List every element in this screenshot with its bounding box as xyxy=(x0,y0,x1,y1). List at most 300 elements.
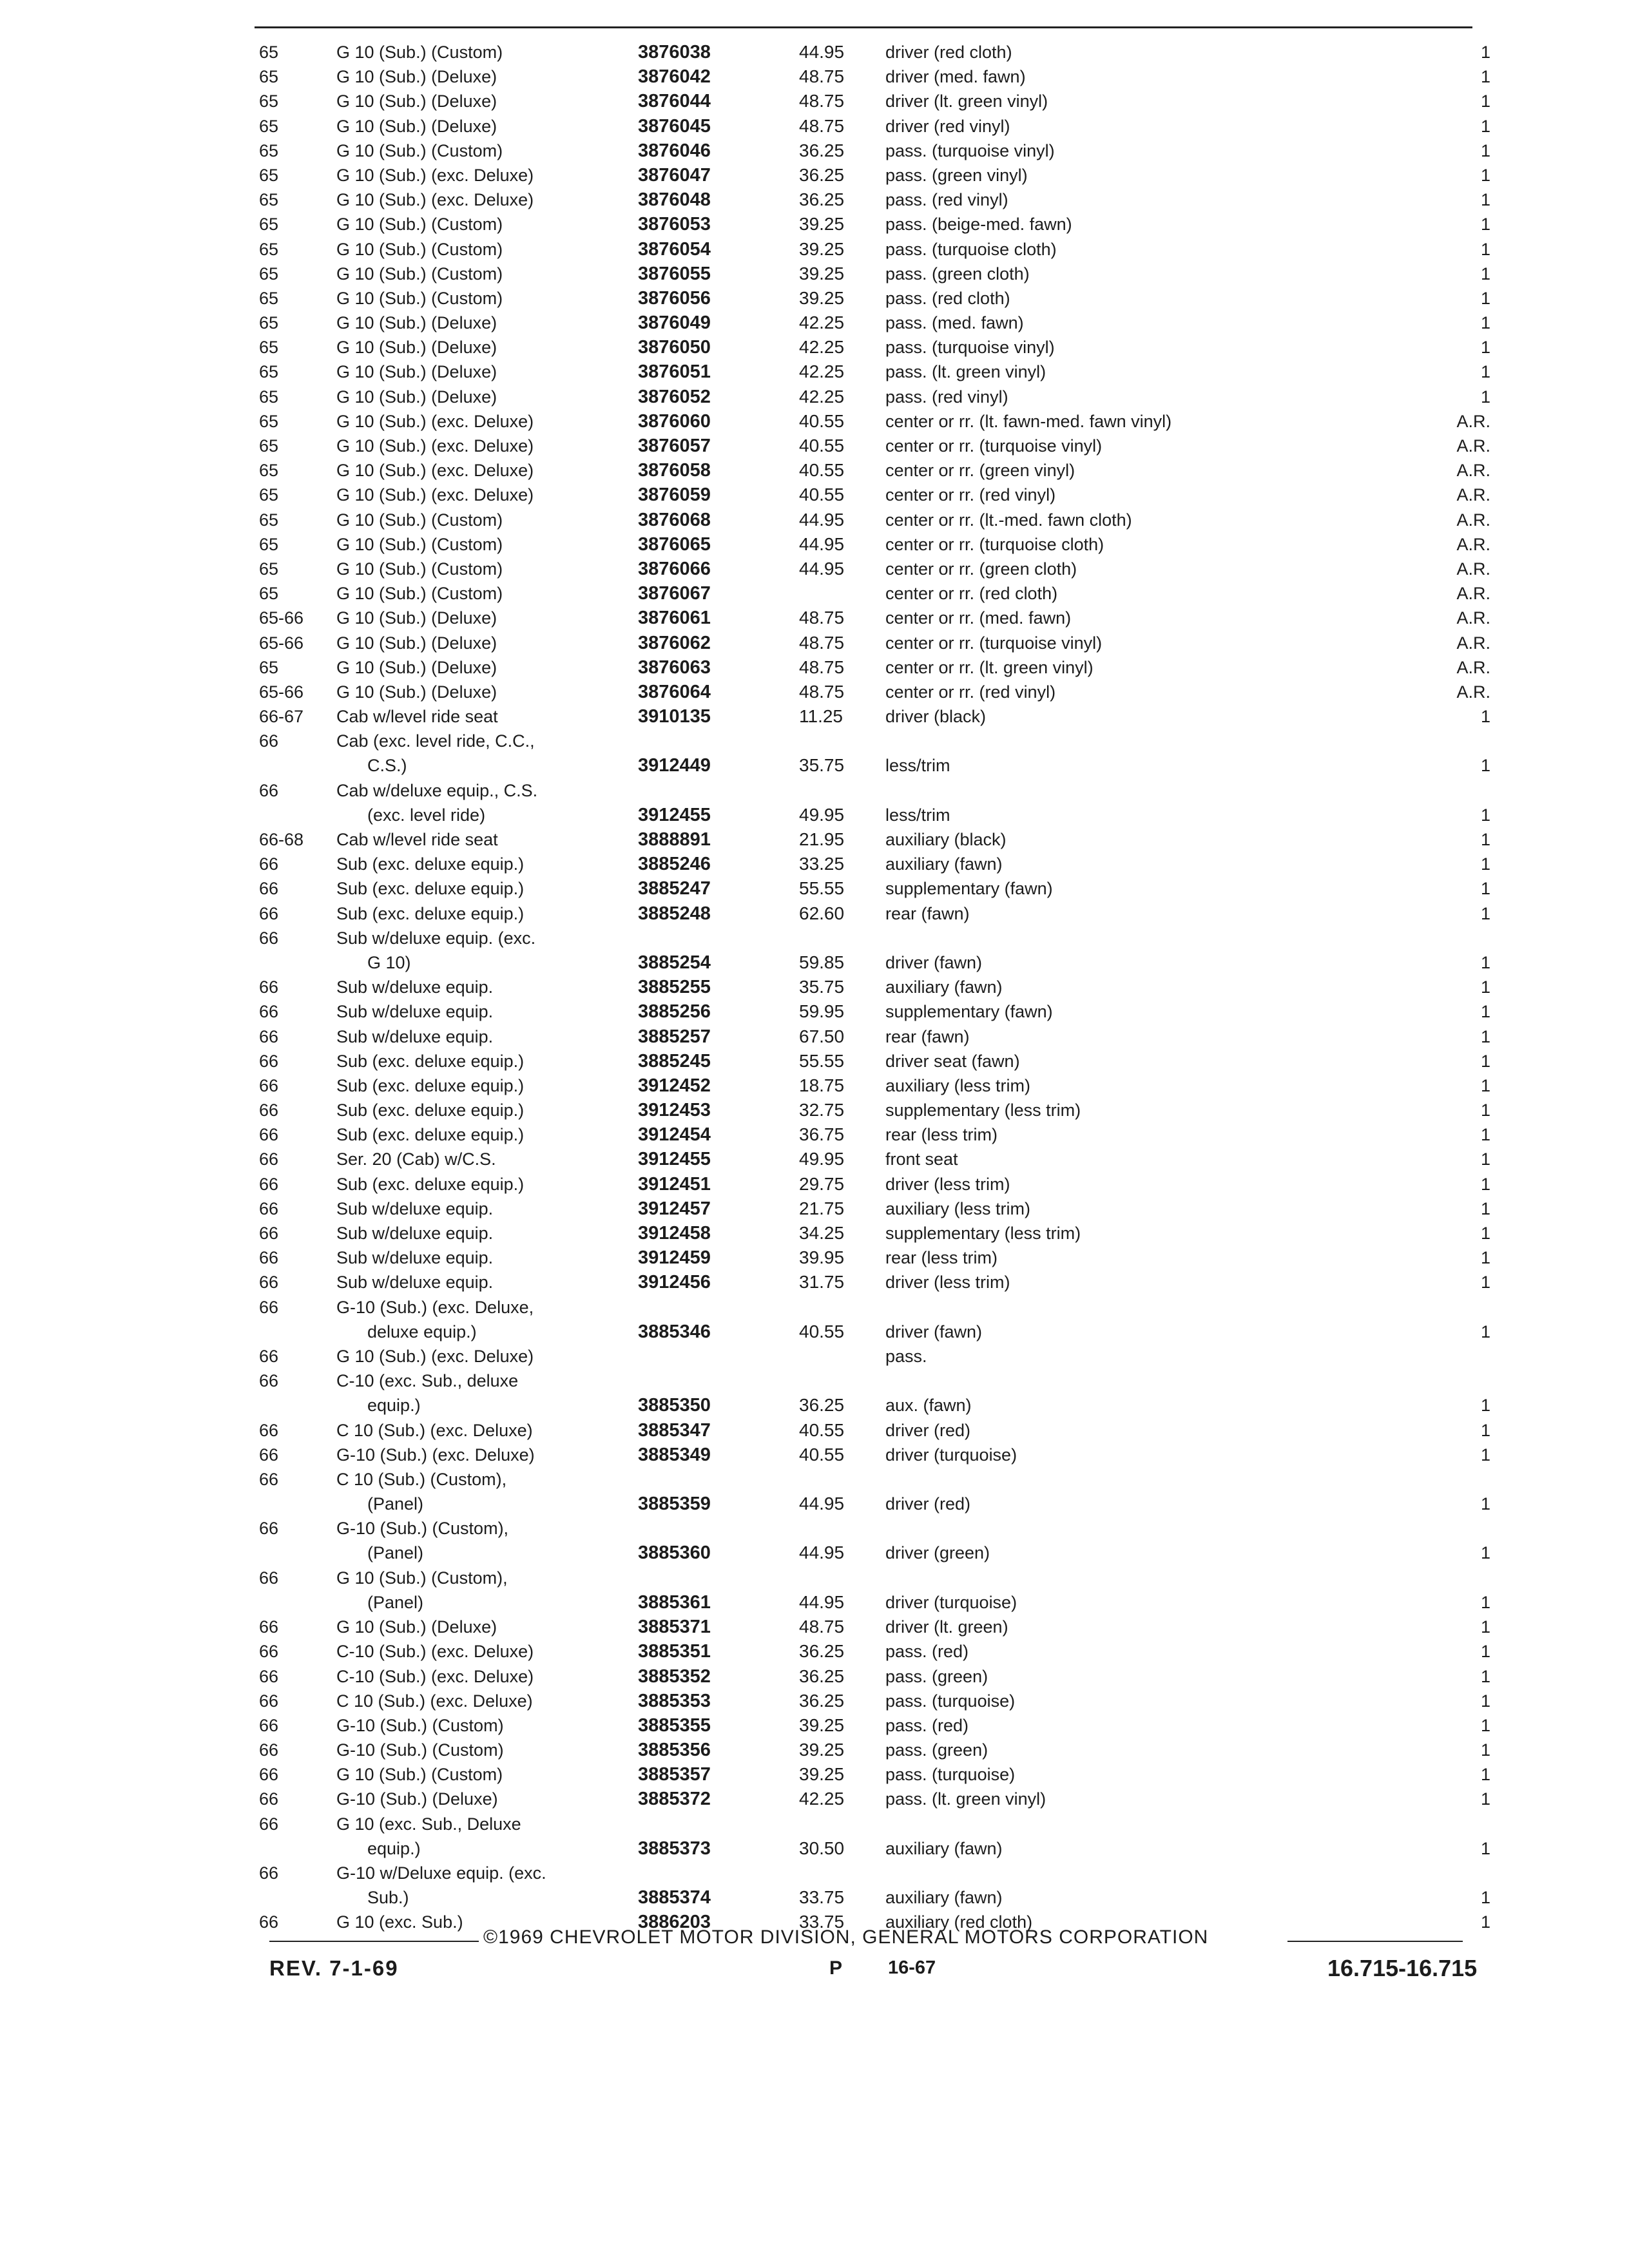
part-number: 3912451 xyxy=(638,1173,711,1195)
part-description: center or rr. (med. fawn) xyxy=(885,608,1072,628)
table-row xyxy=(0,999,1629,1024)
part-number: 3912455 xyxy=(638,1149,711,1170)
table-row xyxy=(0,1172,1629,1196)
model-description: G-10 (Sub.) (Custom) xyxy=(336,1715,504,1735)
model-description: Sub w/deluxe equip. (exc. xyxy=(336,928,536,948)
model-year: 65 xyxy=(259,461,279,481)
model-year: 66 xyxy=(259,1125,279,1145)
quantity: 1 xyxy=(1480,805,1490,825)
quantity: A.R. xyxy=(1456,485,1490,505)
part-number: 3885359 xyxy=(638,1493,711,1514)
model-description: G 10 (Sub.) (Deluxe) xyxy=(336,633,497,653)
list-price: 44.95 xyxy=(799,1542,845,1563)
part-number: 3885246 xyxy=(638,854,711,875)
part-description: auxiliary (black) xyxy=(885,830,1007,850)
list-price: 48.75 xyxy=(799,1617,845,1637)
part-number: 3885248 xyxy=(638,903,711,924)
table-row xyxy=(0,975,1629,999)
part-number: 3876051 xyxy=(638,361,711,383)
part-number: 3876045 xyxy=(638,115,711,137)
model-year: 66 xyxy=(259,1863,279,1883)
list-price: 48.75 xyxy=(799,681,845,702)
list-price: 40.55 xyxy=(799,1419,845,1440)
part-description: center or rr. (red vinyl) xyxy=(885,682,1056,702)
list-price: 59.95 xyxy=(799,1001,845,1022)
model-year: 66 xyxy=(259,1075,279,1095)
footer-rule-right xyxy=(1287,1941,1463,1942)
model-year: 65 xyxy=(259,43,279,62)
part-description: pass. (turquoise cloth) xyxy=(885,239,1057,259)
part-description: pass. (red) xyxy=(885,1715,969,1735)
model-year: 66 xyxy=(259,1912,279,1932)
model-description: G 10 (Sub.) (Deluxe) xyxy=(336,116,497,136)
page-letter: P xyxy=(829,1957,843,1979)
part-number: 3885360 xyxy=(638,1542,711,1564)
model-year: 66 xyxy=(259,1051,279,1071)
model-year: 65 xyxy=(259,313,279,333)
quantity: 1 xyxy=(1480,1075,1490,1095)
model-description: G-10 (Sub.) (Custom), xyxy=(336,1519,509,1539)
model-description: Ser. 20 (Cab) w/C.S. xyxy=(336,1149,496,1169)
part-description: pass. (green) xyxy=(885,1740,988,1760)
model-year: 66 xyxy=(259,854,279,874)
model-description: G 10 (Sub.) (Custom) xyxy=(336,43,503,62)
table-row xyxy=(0,139,1629,163)
quantity: 1 xyxy=(1480,1789,1490,1809)
part-number: 3910135 xyxy=(638,706,711,727)
part-description: supplementary (fawn) xyxy=(885,1002,1053,1022)
table-row xyxy=(0,1443,1629,1467)
table-row xyxy=(0,1467,1629,1516)
model-description: Sub (exc. deluxe equip.) xyxy=(336,903,525,923)
part-description: center or rr. (lt. fawn-med. fawn vinyl) xyxy=(885,411,1172,431)
quantity: 1 xyxy=(1480,91,1490,111)
model-year: 66 xyxy=(259,1347,279,1366)
list-price: 42.25 xyxy=(799,312,845,333)
list-price: 42.25 xyxy=(799,337,845,358)
quantity: A.R. xyxy=(1456,461,1490,481)
model-description: C 10 (Sub.) (Custom), xyxy=(336,1469,507,1489)
table-row xyxy=(0,1762,1629,1787)
quantity: 1 xyxy=(1480,756,1490,776)
list-price: 39.95 xyxy=(799,1247,845,1268)
list-price: 62.60 xyxy=(799,903,845,923)
table-row xyxy=(0,1196,1629,1221)
part-number: 3885255 xyxy=(638,977,711,998)
model-description: G 10 (Sub.) (Custom) xyxy=(336,288,503,308)
list-price: 44.95 xyxy=(799,1493,845,1514)
part-description: driver (red vinyl) xyxy=(885,116,1010,136)
quantity: 1 xyxy=(1480,1051,1490,1071)
quantity: 1 xyxy=(1480,387,1490,407)
table-row xyxy=(0,729,1629,778)
quantity: 1 xyxy=(1480,288,1490,308)
model-description: G 10 (Sub.) (exc. Deluxe) xyxy=(336,165,534,185)
list-price: 48.75 xyxy=(799,657,845,677)
list-price: 36.25 xyxy=(799,1395,845,1416)
model-description-continued: (Panel) xyxy=(367,1592,424,1612)
part-description: auxiliary (less trim) xyxy=(885,1075,1031,1095)
table-row xyxy=(0,458,1629,483)
part-description: pass. (green cloth) xyxy=(885,264,1030,284)
model-year: 66 xyxy=(259,1617,279,1637)
list-price: 39.25 xyxy=(799,1764,845,1785)
model-description: Sub (exc. deluxe equip.) xyxy=(336,854,525,874)
model-description: G 10 (Sub.) (Custom) xyxy=(336,584,503,604)
model-description: G 10 (Sub.) (Custom) xyxy=(336,140,503,160)
table-row xyxy=(0,1566,1629,1615)
model-description: G 10 (exc. Sub.) xyxy=(336,1912,463,1932)
table-row xyxy=(0,1369,1629,1418)
list-price: 11.25 xyxy=(799,706,843,727)
model-year: 66 xyxy=(259,879,279,899)
quantity: 1 xyxy=(1480,1543,1490,1563)
quantity: 1 xyxy=(1480,854,1490,874)
part-description: driver (green) xyxy=(885,1543,990,1563)
part-number: 3876048 xyxy=(638,189,711,211)
list-price: 44.95 xyxy=(799,558,845,579)
model-year: 65-66 xyxy=(259,682,304,702)
table-row xyxy=(0,508,1629,532)
model-description: G 10 (Sub.) (Custom) xyxy=(336,510,503,530)
part-number: 3876061 xyxy=(638,608,711,629)
model-description: G 10 (Sub.) (exc. Deluxe) xyxy=(336,411,534,431)
part-description: pass. (turquoise) xyxy=(885,1691,1016,1711)
quantity: 1 xyxy=(1480,1396,1490,1416)
model-description: Cab w/level ride seat xyxy=(336,830,498,850)
model-description: G-10 w/Deluxe equip. (exc. xyxy=(336,1863,546,1883)
model-year: 66 xyxy=(259,1002,279,1022)
model-year: 66 xyxy=(259,1026,279,1046)
model-year: 66-68 xyxy=(259,830,304,850)
model-description: G 10 (Sub.) (Custom) xyxy=(336,1765,503,1785)
model-description: Sub (exc. deluxe equip.) xyxy=(336,1125,525,1145)
model-year: 65 xyxy=(259,239,279,259)
model-year: 66 xyxy=(259,1789,279,1809)
part-description: driver (red cloth) xyxy=(885,43,1012,62)
part-description: pass. (med. fawn) xyxy=(885,313,1024,333)
model-description: Sub (exc. deluxe equip.) xyxy=(336,1100,525,1120)
quantity: 1 xyxy=(1480,1100,1490,1120)
part-description: driver (less trim) xyxy=(885,1273,1010,1293)
part-description: driver (turquoise) xyxy=(885,1592,1017,1612)
list-price: 42.25 xyxy=(799,386,845,407)
part-number: 3885257 xyxy=(638,1026,711,1047)
model-description: G 10 (Sub.) (Custom) xyxy=(336,215,503,235)
table-row xyxy=(0,1689,1629,1713)
model-description: G 10 (Sub.) (Deluxe) xyxy=(336,67,497,87)
table-row xyxy=(0,1516,1629,1565)
model-description: Sub (exc. deluxe equip.) xyxy=(336,879,525,899)
part-description: driver (red) xyxy=(885,1420,971,1440)
table-row xyxy=(0,876,1629,901)
part-description: center or rr. (turquoise cloth) xyxy=(885,534,1104,554)
model-year: 65 xyxy=(259,264,279,284)
part-number: 3876059 xyxy=(638,485,711,506)
table-row xyxy=(0,1664,1629,1689)
model-description: G-10 (Sub.) (exc. Deluxe) xyxy=(336,1445,535,1465)
part-number: 3885256 xyxy=(638,1001,711,1023)
quantity: A.R. xyxy=(1456,608,1490,628)
quantity: 1 xyxy=(1480,239,1490,259)
model-description: G 10 (Sub.) (exc. Deluxe) xyxy=(336,1347,534,1366)
model-year: 66 xyxy=(259,1765,279,1785)
quantity: 1 xyxy=(1480,1273,1490,1293)
list-price: 42.25 xyxy=(799,1789,845,1809)
model-description: G 10 (Sub.) (Deluxe) xyxy=(336,91,497,111)
part-description: auxiliary (fawn) xyxy=(885,977,1003,997)
part-number: 3912449 xyxy=(638,755,711,776)
model-year: 66 xyxy=(259,780,279,800)
part-description: center or rr. (red vinyl) xyxy=(885,485,1056,505)
model-description-continued: G 10) xyxy=(367,952,411,972)
quantity: 1 xyxy=(1480,362,1490,382)
quantity: 1 xyxy=(1480,1838,1490,1858)
part-number: 3876062 xyxy=(638,632,711,653)
page-range: 16.715-16.715 xyxy=(1327,1955,1478,1981)
part-number: 3885361 xyxy=(638,1591,711,1613)
list-price: 36.25 xyxy=(799,1641,845,1662)
list-price: 33.75 xyxy=(799,1912,845,1932)
part-number: 3876060 xyxy=(638,410,711,432)
model-description: Cab w/deluxe equip., C.S. xyxy=(336,780,538,800)
part-description: driver seat (fawn) xyxy=(885,1051,1020,1071)
table-row xyxy=(0,1221,1629,1245)
quantity: A.R. xyxy=(1456,534,1490,554)
part-number: 3876055 xyxy=(638,263,711,284)
table-row xyxy=(0,1738,1629,1762)
model-description: G 10 (Sub.) (Deluxe) xyxy=(336,313,497,333)
list-price: 40.55 xyxy=(799,460,845,481)
list-price: 36.25 xyxy=(799,164,845,185)
table-row xyxy=(0,1049,1629,1073)
table-row xyxy=(0,89,1629,113)
model-year: 66 xyxy=(259,1519,279,1539)
part-number: 3876050 xyxy=(638,337,711,358)
part-description: pass. (beige-med. fawn) xyxy=(885,215,1072,235)
list-price: 49.95 xyxy=(799,1149,845,1169)
quantity: 1 xyxy=(1480,1912,1490,1932)
footer-rule-left xyxy=(269,1941,479,1942)
part-description: driver (lt. green vinyl) xyxy=(885,91,1048,111)
part-number: 3876053 xyxy=(638,214,711,235)
part-number: 3912459 xyxy=(638,1247,711,1269)
quantity: 1 xyxy=(1480,1321,1490,1341)
part-description: auxiliary (fawn) xyxy=(885,1838,1003,1858)
list-price: 44.95 xyxy=(799,1591,845,1612)
table-row xyxy=(0,1122,1629,1147)
quantity: A.R. xyxy=(1456,633,1490,653)
model-year: 66 xyxy=(259,1642,279,1662)
list-price: 33.25 xyxy=(799,854,845,874)
list-price: 48.75 xyxy=(799,115,845,136)
quantity: 1 xyxy=(1480,1174,1490,1194)
table-row xyxy=(0,1245,1629,1270)
part-description: rear (less trim) xyxy=(885,1125,998,1145)
model-year: 65 xyxy=(259,288,279,308)
part-description: aux. (fawn) xyxy=(885,1396,972,1416)
quantity: 1 xyxy=(1480,1224,1490,1244)
part-number: 3912454 xyxy=(638,1124,711,1146)
table-row xyxy=(0,1344,1629,1369)
part-description: rear (fawn) xyxy=(885,903,970,923)
model-description-continued: (Panel) xyxy=(367,1494,424,1514)
part-description: driver (fawn) xyxy=(885,952,983,972)
model-year: 65 xyxy=(259,91,279,111)
part-description: driver (less trim) xyxy=(885,1174,1010,1194)
part-description: driver (red) xyxy=(885,1494,971,1514)
table-row xyxy=(0,311,1629,335)
table-row xyxy=(0,187,1629,212)
table-row xyxy=(0,852,1629,876)
quantity: A.R. xyxy=(1456,510,1490,530)
model-description: Sub w/deluxe equip. xyxy=(336,1224,494,1244)
model-year: 65 xyxy=(259,165,279,185)
quantity: 1 xyxy=(1480,43,1490,62)
model-year: 65 xyxy=(259,436,279,456)
model-description-continued: deluxe equip.) xyxy=(367,1321,477,1341)
model-description: G-10 (Sub.) (Custom) xyxy=(336,1740,504,1760)
model-year: 65 xyxy=(259,67,279,87)
model-description: G-10 (Sub.) (exc. Deluxe, xyxy=(336,1297,534,1317)
model-description: G 10 (Sub.) (Deluxe) xyxy=(336,657,497,677)
model-year: 65 xyxy=(259,559,279,579)
part-number: 3876064 xyxy=(638,681,711,702)
model-year: 65 xyxy=(259,534,279,554)
part-description: auxiliary (fawn) xyxy=(885,1888,1003,1908)
list-price: 48.75 xyxy=(799,91,845,111)
quantity: 1 xyxy=(1480,116,1490,136)
part-description: auxiliary (red cloth) xyxy=(885,1912,1033,1932)
quantity: 1 xyxy=(1480,1002,1490,1022)
table-row xyxy=(0,704,1629,729)
model-description-continued: equip.) xyxy=(367,1396,421,1416)
quantity: 1 xyxy=(1480,1125,1490,1145)
quantity: 1 xyxy=(1480,190,1490,210)
list-price: 40.55 xyxy=(799,436,845,456)
list-price: 21.95 xyxy=(799,829,845,850)
part-description: pass. (lt. green vinyl) xyxy=(885,1789,1046,1809)
quantity: 1 xyxy=(1480,1248,1490,1268)
list-price: 33.75 xyxy=(799,1887,845,1908)
quantity: 1 xyxy=(1480,879,1490,899)
quantity: 1 xyxy=(1480,1666,1490,1686)
list-price: 39.25 xyxy=(799,1740,845,1760)
part-number: 3876046 xyxy=(638,140,711,161)
part-number: 3885373 xyxy=(638,1838,711,1859)
list-price: 18.75 xyxy=(799,1075,845,1095)
part-number: 3885356 xyxy=(638,1740,711,1761)
model-year: 66 xyxy=(259,1666,279,1686)
page-number: 16-67 xyxy=(888,1957,936,1978)
model-description: G 10 (Sub.) (exc. Deluxe) xyxy=(336,436,534,456)
list-price: 30.50 xyxy=(799,1838,845,1858)
model-year: 66 xyxy=(259,1814,279,1834)
revision-date: REV. 7-1-69 xyxy=(269,1956,399,1980)
part-description: center or rr. (lt.-med. fawn cloth) xyxy=(885,510,1132,530)
model-year: 66 xyxy=(259,903,279,923)
model-description: G 10 (Sub.) (Deluxe) xyxy=(336,608,497,628)
list-price: 39.25 xyxy=(799,287,845,308)
quantity: 1 xyxy=(1480,1765,1490,1785)
model-year: 65 xyxy=(259,510,279,530)
list-price: 40.55 xyxy=(799,1444,845,1465)
part-description: less/trim xyxy=(885,805,950,825)
model-description: C-10 (Sub.) (exc. Deluxe) xyxy=(336,1666,534,1686)
model-description-continued: (exc. level ride) xyxy=(367,805,486,825)
part-number: 3912458 xyxy=(638,1223,711,1244)
model-description: G 10 (Sub.) (exc. Deluxe) xyxy=(336,485,534,505)
list-price: 36.25 xyxy=(799,1666,845,1686)
list-price: 59.85 xyxy=(799,952,845,972)
model-year: 65 xyxy=(259,657,279,677)
part-number: 3885352 xyxy=(638,1666,711,1687)
model-year: 66 xyxy=(259,1273,279,1293)
model-description: C 10 (Sub.) (exc. Deluxe) xyxy=(336,1420,533,1440)
model-description: G 10 (Sub.) (Custom) xyxy=(336,534,503,554)
list-price: 42.25 xyxy=(799,361,845,382)
table-row xyxy=(0,778,1629,827)
quantity: 1 xyxy=(1480,1715,1490,1735)
model-description: G 10 (Sub.) (Deluxe) xyxy=(336,682,497,702)
model-description: G-10 (Sub.) (Deluxe) xyxy=(336,1789,498,1809)
part-number: 3876057 xyxy=(638,436,711,456)
part-number: 3912456 xyxy=(638,1272,711,1293)
table-row xyxy=(0,901,1629,926)
table-row xyxy=(0,631,1629,655)
quantity: 1 xyxy=(1480,903,1490,923)
part-number: 3876049 xyxy=(638,312,711,334)
quantity: 1 xyxy=(1480,1740,1490,1760)
table-row xyxy=(0,483,1629,507)
part-number: 3885346 xyxy=(638,1321,711,1342)
model-year: 66 xyxy=(259,1445,279,1465)
table-row xyxy=(0,1073,1629,1098)
table-row xyxy=(0,1098,1629,1122)
part-description: pass. (red) xyxy=(885,1642,969,1662)
table-row xyxy=(0,680,1629,704)
quantity: 1 xyxy=(1480,1617,1490,1637)
part-description: pass. (turquoise vinyl) xyxy=(885,338,1055,358)
quantity: 1 xyxy=(1480,830,1490,850)
model-year: 66 xyxy=(259,1691,279,1711)
quantity: 1 xyxy=(1480,1888,1490,1908)
part-description: rear (less trim) xyxy=(885,1248,998,1268)
part-number: 3876042 xyxy=(638,66,711,88)
table-row xyxy=(0,581,1629,606)
part-description: auxiliary (less trim) xyxy=(885,1198,1031,1218)
quantity: A.R. xyxy=(1456,657,1490,677)
quantity: 1 xyxy=(1480,264,1490,284)
model-year: 66 xyxy=(259,1174,279,1194)
copyright-notice: ©1969 CHEVROLET MOTOR DIVISION, GENERAL MOTORS CORPORATION xyxy=(483,1927,1209,1948)
model-year: 65 xyxy=(259,116,279,136)
list-price: 40.55 xyxy=(799,485,845,505)
table-row xyxy=(0,262,1629,286)
table-row xyxy=(0,926,1629,975)
table-row xyxy=(0,360,1629,384)
part-description: pass. (red cloth) xyxy=(885,288,1010,308)
list-price: 39.25 xyxy=(799,263,845,284)
part-number: 3876054 xyxy=(638,238,711,260)
table-row xyxy=(0,237,1629,262)
part-description: driver (fawn) xyxy=(885,1321,983,1341)
part-number: 3885355 xyxy=(638,1715,711,1736)
table-row xyxy=(0,1147,1629,1171)
table-row xyxy=(0,1713,1629,1738)
model-description-continued: C.S.) xyxy=(367,756,407,776)
part-description: pass. (lt. green vinyl) xyxy=(885,362,1046,382)
